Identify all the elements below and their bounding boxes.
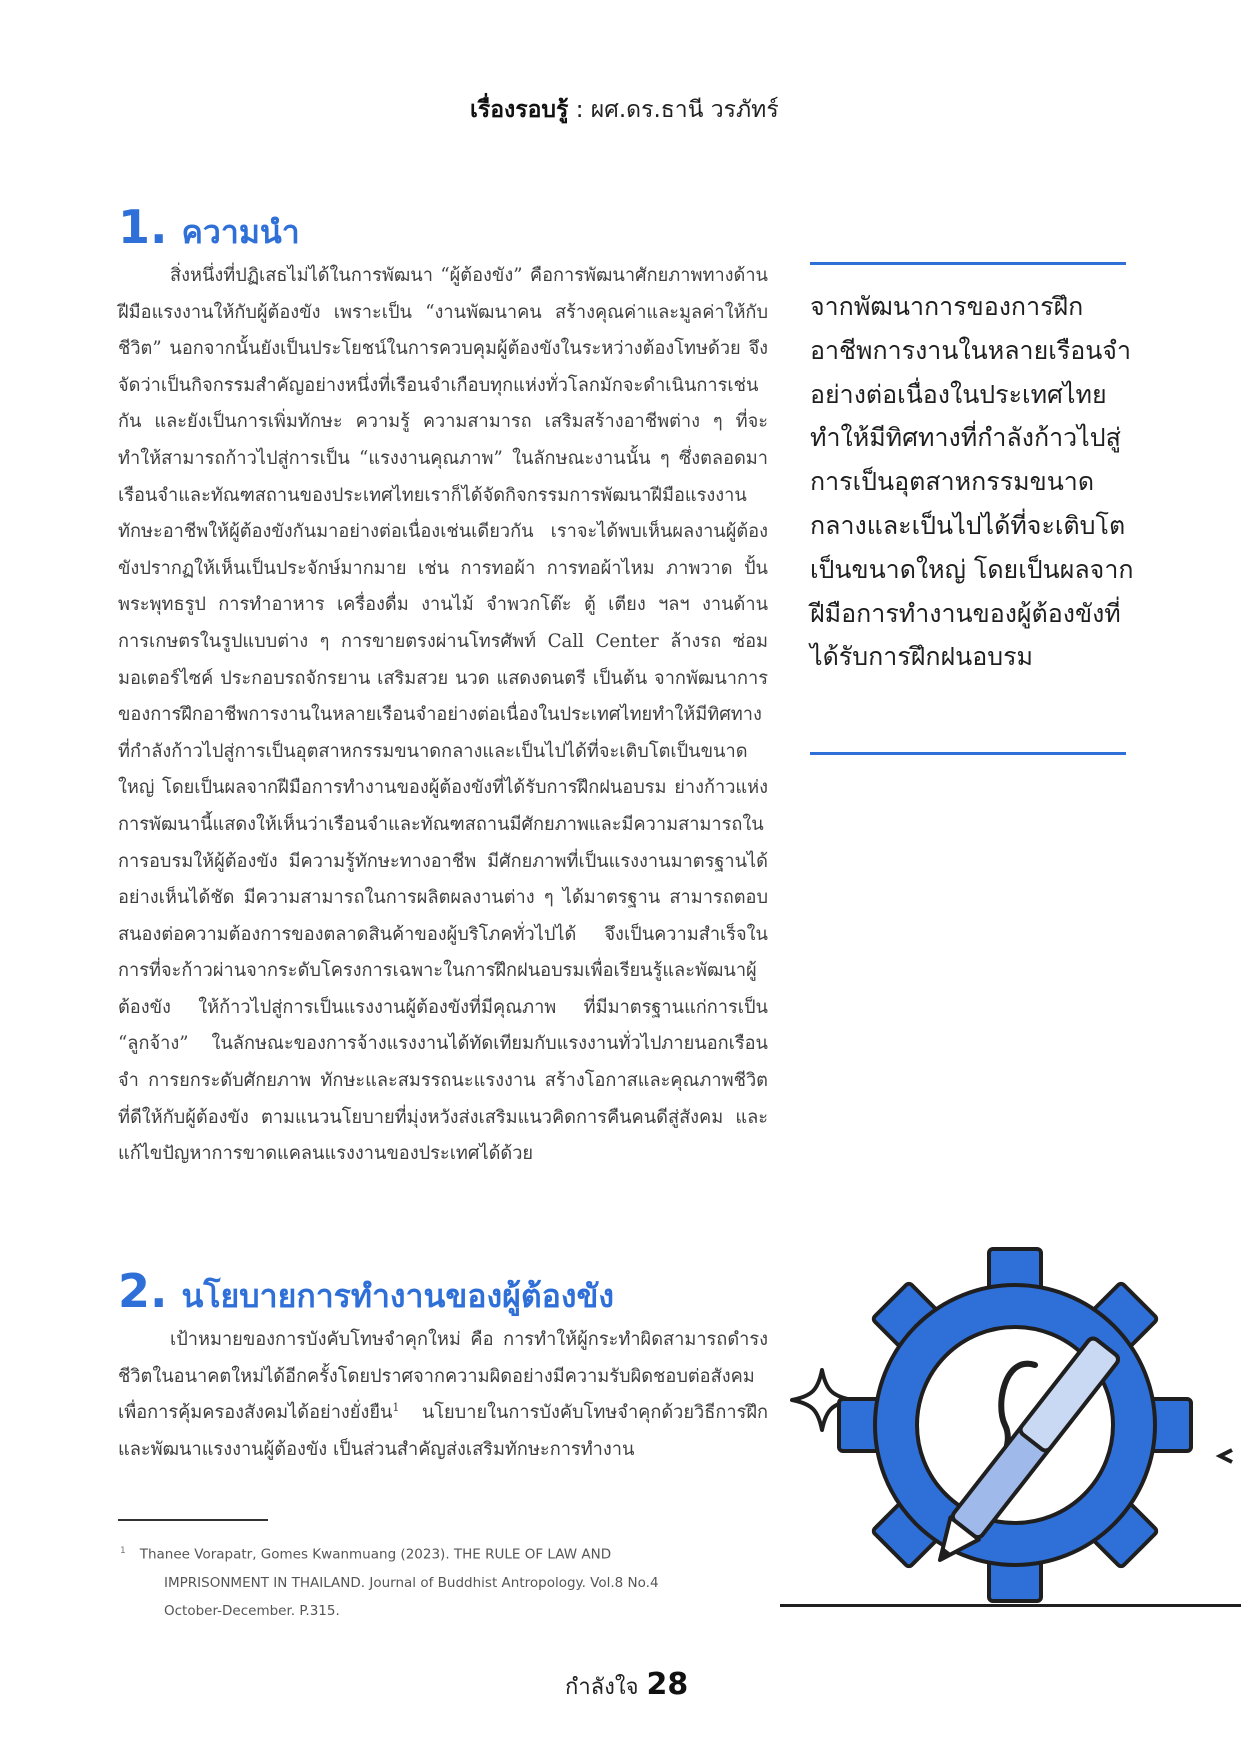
section-2-heading (118, 1264, 614, 1322)
page-footer (565, 1667, 688, 1704)
section-1-body (118, 258, 768, 1173)
footnote-line-3: October-December. P.315. (164, 1602, 340, 1619)
header-separator: : (568, 97, 591, 123)
footnote-line-2: IMPRISONMENT IN THAILAND. Journal of Buddhist Antropology. Vol.8 No.4 (164, 1574, 659, 1591)
gear-pen-illustration (780, 1240, 1241, 1610)
header-author: ผศ.ดร.ธานี วรภัทร์ (590, 97, 779, 123)
section-2-number: 2. (118, 1264, 168, 1318)
footnote-rule (118, 1519, 268, 1522)
header-series: เรื่องรอบรู้ (470, 97, 569, 123)
quote-top-rule (810, 262, 1126, 265)
magazine-name: กำลังใจ (565, 1675, 639, 1700)
footnote (120, 1537, 680, 1625)
section-2-paragraph (118, 1322, 768, 1468)
gear-icon (839, 1249, 1191, 1601)
section-2-text-b: นโยบายในการบังคับโทษจำคุกด้วยวิธีการฝึกและพัฒนาแรงงานผู้ต้องขัง เป็นส่วนสำคัญส่งเสริมทักษะการทำงาน (118, 1402, 768, 1460)
page-header (470, 92, 779, 128)
section-1-number: 1. (118, 200, 168, 254)
footnote-reference[interactable]: 1 (392, 1401, 400, 1415)
baseline-rule (780, 1604, 1241, 1607)
section-1-paragraph: สิ่งหนึ่งที่ปฏิเสธไม่ได้ในการพัฒนา “ผู้ต้องขัง” คือการพัฒนาศักยภาพทางด้านฝีมือแรงงานให้กับผู้ต้องขัง เพราะเป็น “งานพัฒนาคน สร้างคุณค่าและมูลค่าให้กับชีวิต” นอกจากนั้นยังเป็นประโยชน์ในการควบคุมผู้ต้องขังในระหว่างต้องโทษด้วย จึงจัดว่าเป็นกิจกรรมสำคัญอย่างหนึ่งที่เรือนจำเกือบทุกแห่งทั่วโลกมักจะดำเนินการเช่นกัน และยังเป็นการเพิ่มทักษะ ความรู้ ความสามารถ เสริมสร้างอาชีพต่าง ๆ ที่จะทำให้สามารถก้าวไปสู่การเป็น “แรงงานคุณภาพ” ในลักษณะงานนั้น ๆ ซึ่งตลอดมาเรือนจำและทัณฑสถานของประเทศไทยเราก็ได้จัดกิจกรรมการพัฒนาฝีมือแรงงาน ทักษะอาชีพให้ผู้ต้องขังกันมาอย่างต่อเนื่องเช่นเดียวกัน เราจะได้พบเห็นผลงานผู้ต้องขังปรากฏให้เห็นเป็นประจักษ์มากมาย เช่น การทอผ้า การทอผ้าไหม ภาพวาด ปั้นพระพุทธรูป การทำอาหาร เครื่องดื่ม งานไม้ จำพวกโต๊ะ ตู้ เตียง ฯลฯ งานด้านการเกษตรในรูปแบบต่าง ๆ การขายตรงผ่านโทรศัพท์ Call Center ล้างรถ ซ่อมมอเตอร์ไซค์ ประกอบรถจักรยาน เสริมสวย นวด แสดงดนตรี เป็นต้น จากพัฒนาการของการฝึกอาชีพการงานในหลายเรือนจำอย่างต่อเนื่องในประเทศไทยทำให้มีทิศทางที่กำลังก้าวไปสู่การเป็นอุตสาหกรรมขนาดกลางและเป็นไปได้ที่จะเติบโตเป็นขนาดใหญ่ โดยเป็นผลจากฝีมือการทำงานของผู้ต้องขังที่ได้รับการฝึกฝนอบรม ย่างก้าวแห่งการพัฒนานี้แสดงให้เห็นว่าเรือนจำและทัณฑสถานมีศักยภาพและมีความสามารถในการอบรมให้ผู้ต้องขัง มีความรู้ทักษะทางอาชีพ มีศักยภาพที่เป็นแรงงานมาตรฐานได้อย่างเห็นได้ชัด มีความสามารถในการผลิตผลงานต่าง ๆ ได้มาตรฐาน สามารถตอบสนองต่อความต้องการของตลาดสินค้าของผู้บริโภคทั่วไปได้ จึงเป็นความสำเร็จในการที่จะก้าวผ่านจากระดับโครงการเฉพาะในการฝึกฝนอบรมเพื่อเรียนรู้และพัฒนาผู้ต้องขัง ให้ก้าวไปสู่การเป็นแรงงานผู้ต้องขังที่มีคุณภาพ ที่มีมาตรฐานแก่การเป็น “ลูกจ้าง” ในลักษณะของการจ้างแรงงานได้ทัดเทียมกับแรงงานทั่วไปภายนอกเรือนจำ การยกระดับศักยภาพ ทักษะและสมรรถนะแรงงาน สร้างโอกาสและคุณภาพชีวิตที่ดีให้กับผู้ต้องขัง ตามแนวนโยบายที่มุ่งหวังส่งเสริมแนวคิดการคืนคนดีสู่สังคม และแก้ไขปัญหาการขาดแคลนแรงงานของประเทศได้ด้วย (118, 265, 768, 1165)
section-2-body (118, 1322, 768, 1468)
section-2-title: นโยบายการทำงานของผู้ต้องขัง (181, 1277, 614, 1315)
section-1-heading (118, 200, 300, 258)
pull-quote: จากพัฒนาการของการฝึกอาชีพการงานในหลายเรือนจำอย่างต่อเนื่องในประเทศไทยทำให้มีทิศทางที่กำลังก้าวไปสู่การเป็นอุตสาหกรรมขนาดกลางและเป็นไปได้ที่จะเติบโตเป็นขนาดใหญ่ โดยเป็นผลจากฝีมือการทำงานของผู้ต้องขังที่ได้รับการฝึกฝนอบรม (810, 292, 1134, 672)
page-number: 28 (646, 1667, 689, 1702)
footnote-mark: 1 (120, 1546, 126, 1556)
section-2-text-a: เป้าหมายของการบังคับโทษจำคุกใหม่ คือ การทำให้ผู้กระทำผิดสามารถดำรงชีวิตในอนาคตใหม่ได้อีกครั้งโดยปราศจากความผิดอย่างมีความรับผิดชอบต่อสังคม เพื่อการคุ้มครองสังคมได้อย่างยั่งยืน (118, 1329, 768, 1424)
section-1-title: ความนำ (181, 213, 300, 251)
arrow-fragment-icon (1220, 1450, 1232, 1462)
quote-bottom-rule (810, 752, 1126, 755)
footnote-line-1: $^1$ Thanee Vorapatr, Gomes Kwanmuang (2023). THE RULE OF LAW AND (120, 1546, 612, 1563)
